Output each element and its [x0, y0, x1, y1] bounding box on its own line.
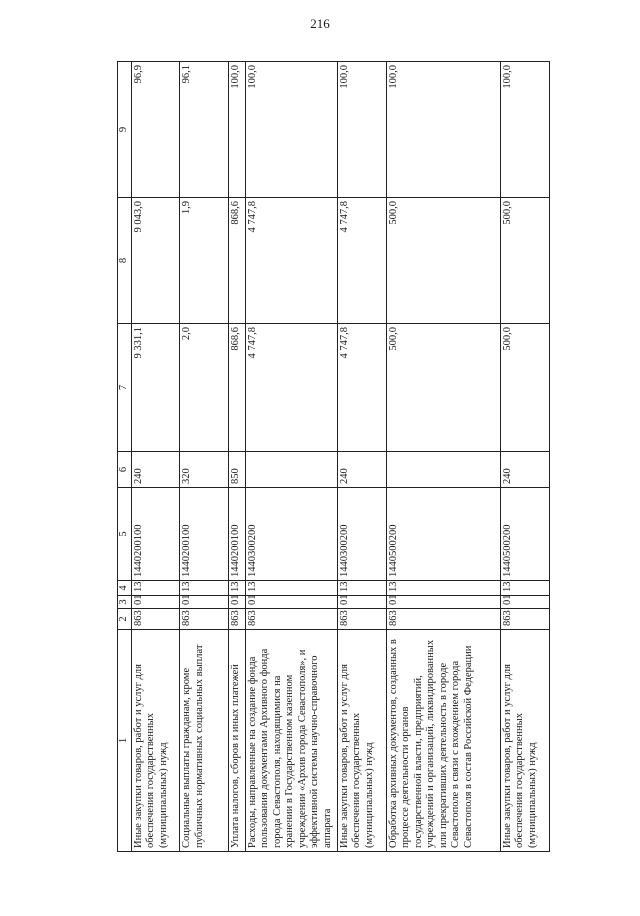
cell-target: 1440500200 — [386, 488, 500, 581]
cell-section: 01 — [500, 596, 549, 609]
header-cell: 6 — [118, 452, 132, 488]
cell-subsection: 13 — [245, 581, 337, 596]
header-cell: 9 — [118, 62, 132, 198]
cell-plan: 500,0 — [386, 324, 500, 452]
cell-percent: 100,0 — [500, 62, 549, 198]
cell-subsection: 13 — [500, 581, 549, 596]
budget-table — [117, 61, 550, 852]
header-cell: 2 — [118, 609, 132, 630]
header-row — [118, 62, 132, 852]
cell-actual: 500,0 — [386, 198, 500, 324]
cell-plan: 4 747,8 — [337, 324, 386, 452]
table-row — [386, 62, 500, 852]
cell-section: 01 — [386, 596, 500, 609]
cell-code: 863 — [245, 609, 337, 630]
table-row — [229, 62, 245, 852]
cell-subsection: 13 — [337, 581, 386, 596]
table-row — [245, 62, 337, 852]
cell-subsection: 13 — [131, 581, 180, 596]
cell-plan: 500,0 — [500, 324, 549, 452]
table-row — [180, 62, 229, 852]
header-cell: 5 — [118, 488, 132, 581]
cell-section: 01 — [131, 596, 180, 609]
cell-subsection: 13 — [180, 581, 229, 596]
cell-type: 240 — [131, 452, 180, 488]
cell-plan: 4 747,8 — [245, 324, 337, 452]
cell-section: 01 — [337, 596, 386, 609]
page-number: 216 — [310, 16, 330, 31]
cell-target: 1440500200 — [500, 488, 549, 581]
cell-subsection: 13 — [229, 581, 245, 596]
cell-percent: 96,1 — [180, 62, 229, 198]
row-name: Иные закупки товаров, работ и услуг для обеспечения государственных (муниципальных) нужд — [337, 630, 386, 852]
cell-percent: 100,0 — [229, 62, 245, 198]
table-row — [500, 62, 549, 852]
cell-code: 863 — [229, 609, 245, 630]
cell-section: 01 — [180, 596, 229, 609]
cell-actual: 868,6 — [229, 198, 245, 324]
cell-plan: 868,6 — [229, 324, 245, 452]
cell-code: 863 — [131, 609, 180, 630]
cell-actual: 4 747,8 — [245, 198, 337, 324]
cell-code: 863 — [337, 609, 386, 630]
table-row — [131, 62, 180, 852]
cell-subsection: 13 — [386, 581, 500, 596]
cell-percent: 100,0 — [337, 62, 386, 198]
cell-actual: 9 043,0 — [131, 198, 180, 324]
row-name: Иные закупки товаров, работ и услуг для обеспечения государственных (муниципальных) нужд — [131, 630, 180, 852]
header-cell: 4 — [118, 581, 132, 596]
row-name: Уплата налогов, сборов и иных платежей — [229, 630, 245, 852]
cell-percent: 96,9 — [131, 62, 180, 198]
cell-type — [386, 452, 500, 488]
header-cell: 7 — [118, 324, 132, 452]
cell-target: 1440300200 — [337, 488, 386, 581]
cell-percent: 100,0 — [245, 62, 337, 198]
table-row — [337, 62, 386, 852]
cell-actual: 1,9 — [180, 198, 229, 324]
cell-actual: 500,0 — [500, 198, 549, 324]
cell-plan: 2,0 — [180, 324, 229, 452]
cell-target: 1440200100 — [229, 488, 245, 581]
row-name: Расходы, направленные на создание фонда пользования документами Архивного фонда города Севастополя, находящимися на хранении в Государственном казенном учреждении «Архив города Севастополя», и эффективной системы научно-справочного аппарата — [245, 630, 337, 852]
cell-type: 240 — [500, 452, 549, 488]
cell-percent: 100,0 — [386, 62, 500, 198]
cell-target: 1440200100 — [180, 488, 229, 581]
cell-section: 01 — [245, 596, 337, 609]
cell-code: 863 — [500, 609, 549, 630]
row-name: Иные закупки товаров, работ и услуг для обеспечения государственных (муниципальных) нужд — [500, 630, 549, 852]
cell-code: 863 — [180, 609, 229, 630]
cell-target: 1440200100 — [131, 488, 180, 581]
row-name: Социальные выплаты гражданам, кроме публичных нормативных социальных выплат — [180, 630, 229, 852]
cell-actual: 4 747,8 — [337, 198, 386, 324]
cell-type: 320 — [180, 452, 229, 488]
cell-plan: 9 331,1 — [131, 324, 180, 452]
cell-code: 863 — [386, 609, 500, 630]
cell-section: 01 — [229, 596, 245, 609]
row-name: Обработка архивных документов, созданных в процессе деятельности органов государственной власти, предприятий, учреждений и организаций, ликвидированных или прекративших деятельность в городе Севастополе в связи с вхождением города Севастополя в состав Российской Федерации — [386, 630, 500, 852]
cell-target: 1440300200 — [245, 488, 337, 581]
cell-type: 850 — [229, 452, 245, 488]
rotated-table-area — [117, 62, 550, 852]
cell-type: 240 — [337, 452, 386, 488]
header-cell: 1 — [118, 630, 132, 852]
rotated-table-container — [117, 62, 550, 852]
header-cell: 8 — [118, 198, 132, 324]
header-cell: 3 — [118, 596, 132, 609]
cell-type — [245, 452, 337, 488]
